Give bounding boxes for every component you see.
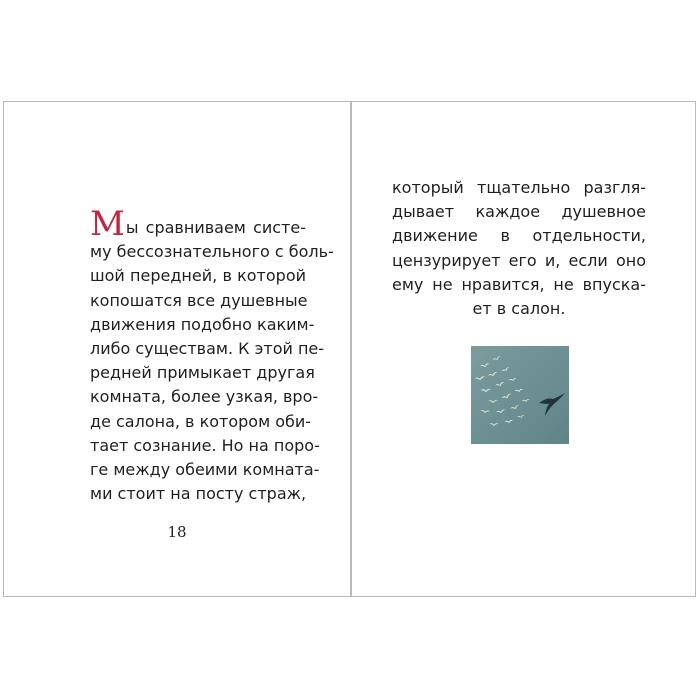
text-line: комната, более узкая, вро- <box>90 387 319 407</box>
drop-cap: М <box>90 204 125 244</box>
text-line: редней примыкает другая <box>90 363 315 383</box>
text-line: либо существам. К этой пе- <box>90 339 325 359</box>
text-line: цензурирует его и, если оно <box>392 250 646 270</box>
birds-illustration <box>471 346 569 444</box>
text-line: ему не нравится, не впуска- <box>392 274 646 294</box>
text-line: движения подобно каким- <box>90 314 315 334</box>
text-line: ге между обеими комната- <box>90 460 320 480</box>
text-line: движение в отдельности, <box>392 226 646 246</box>
text-line: ми стоит на посту страж, <box>90 484 307 504</box>
page-number: 18 <box>167 523 187 541</box>
right-page-text <box>392 176 646 321</box>
right-page <box>352 102 695 596</box>
text-line: шой передней, в которой <box>90 266 306 286</box>
first-line-text: ы сравниваем систе- <box>125 218 306 237</box>
text-line: му бессознательного с боль- <box>90 242 334 262</box>
text-line: дывает каждое душевное <box>392 202 646 222</box>
flock-of-birds-icon <box>471 346 569 444</box>
text-line: ет в салон. <box>472 299 566 319</box>
text-line: копошатся все душевные <box>90 290 308 310</box>
left-page-text <box>90 204 334 506</box>
text-line: который тщательно разгля- <box>392 178 646 197</box>
text-line: тает сознание. Но на поро- <box>90 435 320 455</box>
text-line <box>90 204 306 244</box>
book-spread <box>3 101 696 597</box>
text-line: де салона, в котором оби- <box>90 411 312 431</box>
left-page <box>4 102 350 596</box>
